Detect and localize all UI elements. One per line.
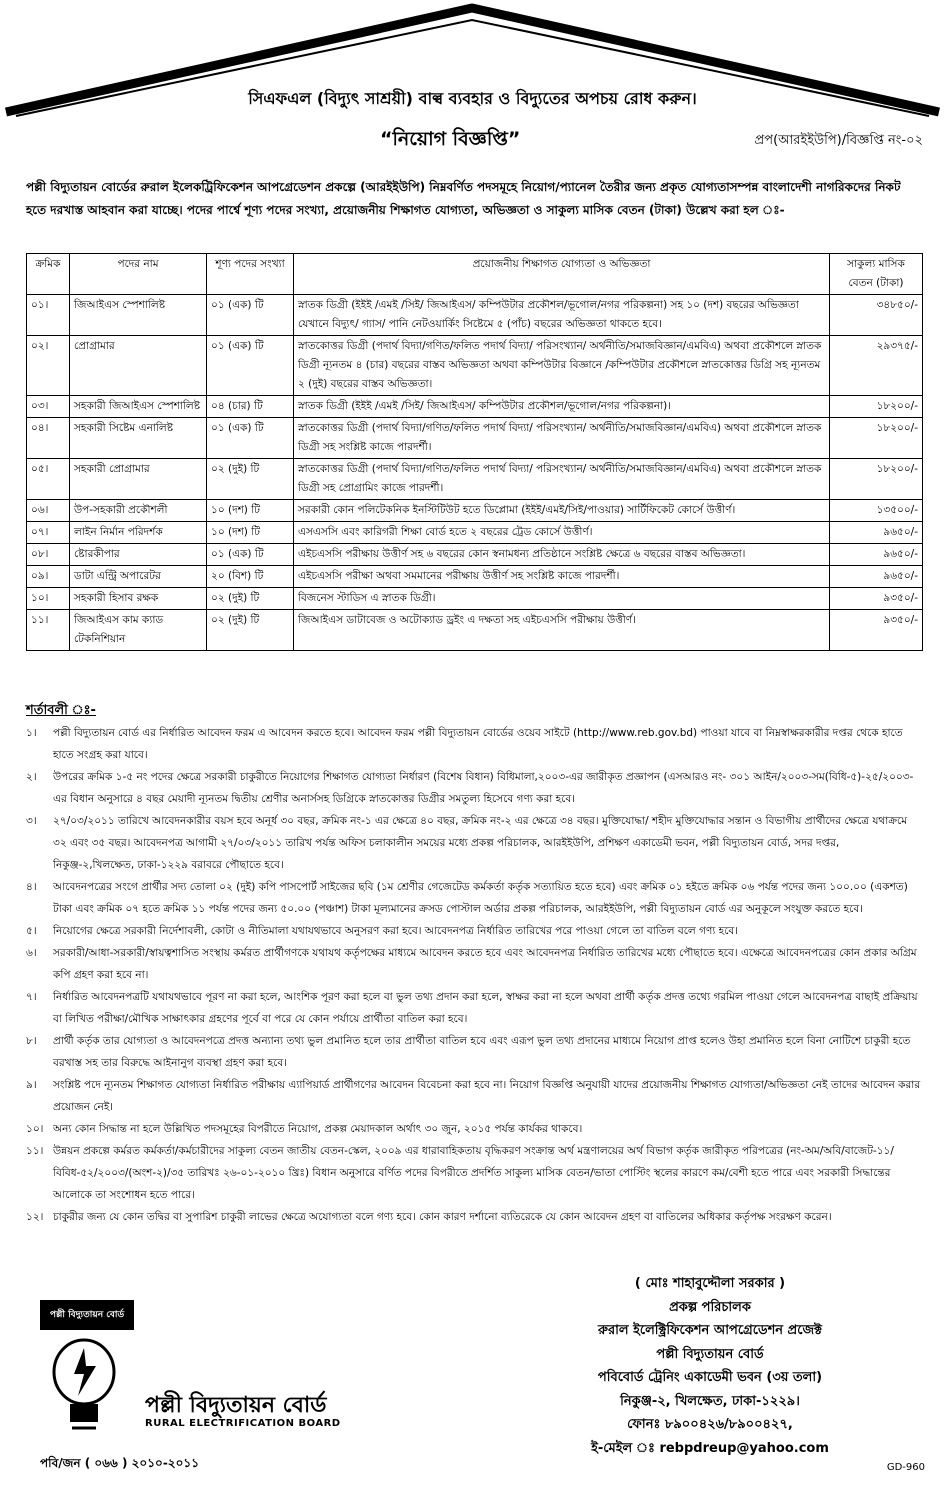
- notice-title: “নিয়োগ বিজ্ঞপ্তি”: [380, 128, 521, 150]
- row-qualification: স্নাতকোত্তর ডিগ্রী (পদার্থ বিদ্যা/গণিত/ফলিত পদার্থ বিদ্যা/ পরিসংখ্যান/ অর্থনীতি/সমাজবিজ্ঞান/এমবিএ) অথবা প্রকৌশলে স্নাতক ডিগ্রী সহ সংশ্লিষ্ট কাজে পারদর্শী।: [294, 418, 830, 459]
- row-serial: ০৬।: [27, 500, 70, 522]
- row-qualification: বিজনেস স্টাডিস এ স্নাতক ডিগ্রী।: [294, 588, 830, 610]
- condition-number: ৪।: [26, 881, 37, 893]
- condition-text: চাকুরীর জন্য যে কোন তদ্বির বা সুপারিশ চাকুরী লাভের ক্ষেত্রে অযোগ্যতা বলে গণ্য হবে। কোন কারণ দর্শানো ব্যতিরেকে যে কোন আবেদন গ্রহণ বা বাতিলের অধিকার কর্তৃপক্ষ সংরক্ষণ করেন।: [53, 1211, 832, 1223]
- table-row: [27, 610, 923, 651]
- row-vacancy: ০১ (এক) টি: [207, 544, 294, 566]
- condition-item: [26, 1074, 923, 1118]
- condition-text: সরকারী/আধা-সরকারী/স্বায়ত্বশাসিত সংস্থায় কর্মরত প্রার্থীগণকে যথাযথ কর্তৃপক্ষের মাধ্যমে আবেদন করতে হবে এবং আবেদনপত্র নির্ধারিত তারিখের মধ্যে পৌছাতে হবে। এক্ষেত্রে আবেদনপত্রের কোন প্রকার অগ্রিম কপি গ্রহণ করা হবে না।: [53, 947, 917, 981]
- row-qualification: এসএসসি এবং কারিগরী শিক্ষা বোর্ড হতে ২ বছরের ট্রেড কোর্সে উত্তীর্ণ।: [294, 522, 830, 544]
- table-row: [27, 522, 923, 544]
- row-vacancy: ০২ (দুই) টি: [207, 459, 294, 500]
- row-serial: ০৫।: [27, 459, 70, 500]
- condition-text: নিয়োগের ক্ষেত্রে সরকারী নির্দেশাবলী, কোটা ও নীতিমালা যথাযথভাবে অনুসরণ করা হবে। আবেদনপত্র নির্ধারিত তারিখের পরে পাওয়া গেলে তা বাতিল বলে গণ্য হবে।: [53, 925, 739, 937]
- row-serial: ০৮।: [27, 544, 70, 566]
- row-qualification: জিআইএস ডাটাবেজ ও অটোক্যাড ড্রইং এ দক্ষতা সহ এইচএসসি পরীক্ষায় উত্তীর্ণ।: [294, 610, 830, 651]
- row-vacancy: ০৪ (চার) টি: [207, 396, 294, 418]
- condition-number: ১২।: [26, 1211, 44, 1223]
- row-post-name: ষ্টোরকীপার: [70, 544, 207, 566]
- vacancy-table: [26, 253, 923, 651]
- row-qualification: এইচএসসি পরীক্ষায় উত্তীর্ণ সহ ৬ বছরের কোন স্বনামধন্য প্রতিষ্ঠানে সংশ্লিষ্ট ক্ষেত্রে ৬ বছরের বাস্তব অভিজ্ঞতা।: [294, 544, 830, 566]
- condition-number: ৩।: [26, 815, 37, 827]
- table-row: [27, 418, 923, 459]
- condition-item: [26, 942, 923, 986]
- condition-item: [26, 722, 923, 766]
- row-qualification: স্নাতকোত্তর ডিগ্রী (পদার্থ বিদ্যা/গণিত/ফলিত পদার্থ বিদ্যা/ পরিসংখ্যান/ অর্থনীতি/সমাজবিজ্ঞান/এমবিএ) অথবা প্রকৌশলে স্নাতক ডিগ্রী সহ প্রোগ্রামিং কাজে পারদর্শী।: [294, 459, 830, 500]
- condition-number: ২।: [26, 771, 37, 783]
- memo-number: পবি/জন ( ০৬৬ ) ২০১০-২০১১: [40, 1456, 199, 1470]
- row-serial: ০১।: [27, 295, 70, 336]
- row-qualification: স্নাতক ডিগ্রী (ইইই /এমই /সিই/ জিআইএস/ কম্পিউটার প্রকৌশল/ভূগোল/নগর পরিকল্পনা) সহ ১০ (দশ) বছরের অভিজ্ঞতা যেখানে বিদ্যুৎ/ গ্যাস/ পানি নেটওয়ার্কিং সিষ্টেমে ৫ (পাঁচ) বছরের অভিজ্ঞতা থাকতে হবে।: [294, 295, 830, 336]
- condition-text: উন্নয়ন প্রকল্পে কর্মরত কর্মকর্তা/কর্মচারীদের সাকুল্য বেতন জাতীয় বেতন-স্কেল, ২০০৯ এর ধারাবাহিকতায় বৃদ্ধিকরণ সংক্রান্ত অর্থ মন্ত্রণালয়ের অর্থ বিভাগ কর্তৃক জারীকৃত পরিপত্রের (নং-অম/অবি/বাজেট-১১/বিবিধ-৫২/২০০৩/(অংশ-২)/৩৫ তারিখঃ ২৬-০১-২০১০ খ্রিঃ) বিধান অনুসারে বর্ণিত পদের বিপরীতে প্রদর্শিত সাকুল্য মাসিক বেতন/ভাতা পোস্টিং স্থলের কারণে কম/বেশী হতে পারে এবং সরকারী সিদ্ধান্তের আলোকে তা সংশোধন হতে পারে।: [53, 1145, 894, 1201]
- condition-item: [26, 1118, 923, 1140]
- condition-number: ৯।: [26, 1079, 37, 1091]
- row-post-name: জিআইএস কাম ক্যাড টেকনিশিয়ান: [70, 610, 207, 651]
- board-logo-bn: পল্লী বিদ্যুতায়ন বোর্ড: [145, 1393, 327, 1418]
- row-salary: ৯৬৫০/-: [830, 522, 923, 544]
- reference-number: প্রপ(আরইইউপি)/বিজ্ঞপ্তি নং-০২: [754, 133, 923, 148]
- row-vacancy: ১০ (দশ) টি: [207, 522, 294, 544]
- condition-item: [26, 766, 923, 810]
- condition-item: [26, 920, 923, 942]
- row-qualification: স্নাতক ডিগ্রী (ইইই /এমই /সিই/ জিআইএস/ কম্পিউটার প্রকৌশল/ভূগোল/নগর পরিকল্পনা)।: [294, 396, 830, 418]
- row-salary: ৯৬৫০/-: [830, 544, 923, 566]
- row-vacancy: ০১ (এক) টি: [207, 336, 294, 396]
- row-vacancy: ০১ (এক) টি: [207, 418, 294, 459]
- condition-item: [26, 810, 923, 876]
- row-qualification: এইচএসসি পরীক্ষা অথবা সমমানের পরীক্ষায় উত্তীর্ণ সহ সংশ্লিষ্ট কাজে পারদর্শী।: [294, 566, 830, 588]
- row-post-name: উপ-সহকারী প্রকৌশলী: [70, 500, 207, 522]
- row-salary: ১৮২০০/-: [830, 396, 923, 418]
- signatory-address: নিকুঞ্জ-২, খিলক্ষেত, ঢাকা-১২২৯।: [620, 1393, 800, 1409]
- row-serial: ১১।: [27, 610, 70, 651]
- condition-item: [26, 1030, 923, 1074]
- condition-number: ১১।: [26, 1145, 44, 1157]
- row-serial: ০৪।: [27, 418, 70, 459]
- condition-text: অন্য কোন সিদ্ধান্ত না হলে উল্লিখিত পদসমূহের বিপরীতে নিয়োগ, প্রকল্প মেয়াদকাল অর্থাৎ ৩০ জুন, ২০১৫ পর্যন্ত কার্যকর থাকবে।: [53, 1123, 583, 1135]
- signatory-designation: প্রকল্প পরিচালক: [669, 1299, 751, 1315]
- table-row: [27, 544, 923, 566]
- row-salary: ৯৬৫০/-: [830, 566, 923, 588]
- condition-number: ১।: [26, 727, 37, 739]
- table-row: [27, 588, 923, 610]
- row-serial: ০৭।: [27, 522, 70, 544]
- row-serial: ১০।: [27, 588, 70, 610]
- row-vacancy: ২০ (বিশ) টি: [207, 566, 294, 588]
- row-qualification: সরকারী কোন পলিটেকনিক ইনস্টিটিউট হতে ডিপ্লোমা (ইইই/এমই/সিই/পাওয়ার) সার্টিফিকেট কোর্সে উত্তীর্ণ।: [294, 500, 830, 522]
- row-salary: ১৩৫০০/-: [830, 500, 923, 522]
- condition-item: [26, 876, 923, 920]
- condition-item: [26, 1140, 923, 1206]
- row-vacancy: ০১ (এক) টি: [207, 295, 294, 336]
- signatory-name: ( মোঃ শাহাবুদ্দৌলা সরকার ): [634, 1276, 786, 1291]
- row-vacancy: ০২ (দুই) টি: [207, 610, 294, 651]
- row-serial: ০৩।: [27, 396, 70, 418]
- signatory-phone: ফোনঃ ৮৯০০৪২৬/৮৯০০৪২৭,: [627, 1417, 793, 1432]
- condition-number: ৭।: [26, 991, 37, 1003]
- condition-number: ৫।: [26, 925, 37, 937]
- row-post-name: সহকারী প্রোগ্রামার: [70, 459, 207, 500]
- col-post-name: পদের নাম: [70, 254, 207, 295]
- row-serial: ০২।: [27, 336, 70, 396]
- row-serial: ০৯।: [27, 566, 70, 588]
- col-qualification: প্রয়োজনীয় শিক্ষাগত যোগ্যতা ও অভিজ্ঞতা: [294, 254, 830, 295]
- col-salary: সাকুল্য মাসিক বেতন (টাকা): [830, 254, 923, 295]
- intro-paragraph: পল্লী বিদ্যুতায়ন বোর্ডের রুরাল ইলেকট্রিফিকেশন আপগ্রেডেশন প্রকল্পে (আরইইউপি) নিম্নবর্ণিত পদসমূহে নিয়োগ/প্যানেল তৈরীর জন্য প্রকৃত যোগ্যতাসম্পন্ন বাংলাদেশী নাগরিকদের নিকট হতে দরখাস্ত আহবান করা যাচ্ছে। পদের পার্শ্বে শূণ্য পদের সংখ্যা, প্রয়োজনীয় শিক্ষাগত যোগ্যতা, অভিজ্ঞতা ও সাকুল্য মাসিক বেতন (টাকা) উল্লেখ করা হল ঃ-: [26, 180, 901, 217]
- condition-text: সংশ্লিষ্ট পদে ন্যূনতম শিক্ষাগত যোগ্যতা নির্ধারিত পরীক্ষায় এ্যাপিয়ার্ড প্রার্থীগণের আবেদন বিবেচনা করা হবে না। নিয়োগ বিজ্ঞপ্তি অনুযায়ী যাদের প্রয়োজনীয় শিক্ষাগত যোগ্যতা/অভিজ্ঞতা নেই তাদের আবেদন করার প্রয়োজন নেই।: [53, 1079, 921, 1113]
- condition-text: ২৭/০৩/২০১১ তারিখে আবেদনকারীর বয়স হবে অনূর্ধ ৩০ বছর, ক্রমিক নং-১ এর ক্ষেত্রে ৪০ বছর, ক্রমিক নং-২ এর ক্ষেত্রে ৩৪ বছর। মুক্তিযোদ্ধা/ শহীদ মুক্তিযোদ্ধার সন্তান ও বিভাগীয় প্রার্থীদের ক্ষেত্রে যথাক্রমে ৩২ এবং ৩৫ বছর। আবেদনপত্র আগামী ২৭/০৩/২০১১ তারিখ পর্যন্ত অফিস চলাকালীন সময়ের মধ্যে প্রকল্প পরিচালক, আরইইউপি, প্রশিক্ষণ একাডেমী ভবন, পল্লী বিদ্যুতায়ন বোর্ড, সদর দপ্তর, নিকুঞ্জ-২,খিলক্ষেত, ঢাকা-১২২৯ বরাবরে পৌছাতে হবে।: [53, 815, 908, 871]
- table-row: [27, 459, 923, 500]
- row-salary: ১৮২০০/-: [830, 459, 923, 500]
- signatory-email: ই-মেইল ঃ rebpdreup@yahoo.com: [591, 1440, 829, 1456]
- condition-text: নির্ধারিত আবেদনপত্রটি যথাযথভাবে পূরণ না করা হলে, আংশিক পূরণ করা হলে বা ভুল তথ্য প্রদান করা হলে, স্বাক্ষর করা না হলে অথবা প্রার্থী কর্তৃক প্রদত্ত তথ্যে গরমিল পাওয়া গেলে আবেদনপত্র বাছাই প্রক্রিয়ায় বা লিখিত পরীক্ষা/মৌখিক সাক্ষাৎকার গ্রহণের পূর্বে বা পরে যে কোন পর্যায়ে প্রার্থীতা বাতিল করা হবে।: [53, 991, 918, 1025]
- signature-block: [555, 1272, 865, 1460]
- condition-text: আবেদনপত্রের সংগে প্রার্থীর সদ্য তোলা ০২ (দুই) কপি পাসপোর্ট সাইজের ছবি (১ম শ্রেণীর গেজেটেড কর্মকর্তা কর্তৃক সত্যায়িত হতে হবে) এবং ক্রমিক ০১ হইতে ক্রমিক ০৬ পর্যন্ত পদের জন্য ১০০.০০ (একশত) টাকা এবং ক্রমিক ০৭ হতে ক্রমিক ১১ পর্যন্ত পদের জন্য ৫০.০০ (পঞ্চাশ) টাকা মূল্যমানের ক্রসড পোস্টাল অর্ডার প্রকল্প পরিচালক, আরইইউপি, পল্লী বিদ্যুতায়ন বোর্ড এর অনুকূলে সংযুক্ত করতে হবে।: [53, 881, 908, 915]
- signatory-building: পবিবোর্ড ট্রেনিং একাডেমী ভবন (৩য় তলা): [597, 1370, 823, 1385]
- row-qualification: স্নাতকোত্তর ডিগ্রী (পদার্থ বিদ্যা/গণিত/ফলিত পদার্থ বিদ্যা/ পরিসংখ্যান/ অর্থনীতি/সমাজবিজ্ঞান/এমবিএ) অথবা প্রকৌশলে স্নাতক ডিগ্রী ন্যূনতম ৪ (চার) বছরের বাস্তব অভিজ্ঞতা অথবা কম্পিউটার বিজ্ঞানে /কম্পিউটার প্রকৌশলে স্নাতকোত্তর ডিগ্রি সহ ন্যূনতম ২ (দুই) বছরের বাস্তব অভিজ্ঞতা।: [294, 336, 830, 396]
- row-salary: ৩৪৮৫০/-: [830, 295, 923, 336]
- header-slogan: সিএফএল (বিদ্যুৎ সাশ্রয়ী) বাল্ব ব্যবহার ও বিদ্যুতের অপচয় রোধ করুন।: [248, 89, 697, 108]
- row-post-name: লাইন নির্মান পরিদর্শক: [70, 522, 207, 544]
- bulb-logo-icon: [44, 1334, 124, 1434]
- conditions-title: শর্তাবলী ঃ-: [26, 703, 96, 718]
- board-logo-en: RURAL ELECTRIFICATION BOARD: [145, 1418, 341, 1429]
- signatory-board: পল্লী বিদ্যুতায়ন বোর্ড: [656, 1346, 764, 1362]
- condition-number: ৬।: [26, 947, 37, 959]
- condition-text: পল্লী বিদ্যুতায়ন বোর্ড এর নির্ধারিত আবেদন ফরম এ আবেদন করতে হবে। আবেদন ফরম পল্লী বিদ্যুতায়ন বোর্ডের ওয়েব সাইটে (http://www.reb.gov.bd) পাওয়া যাবে বা নিম্নস্বাক্ষরকারীর দপ্তর থেকে হাতে হাতে সংগ্রহ করা যাবে।: [53, 727, 903, 761]
- row-vacancy: ১০ (দশ) টি: [207, 500, 294, 522]
- gd-code: GD-960: [886, 1462, 925, 1473]
- table-row: [27, 566, 923, 588]
- signatory-project: রুরাল ইলেক্ট্রিফিকেশন আপগ্রেডেশন প্রজেক্ট: [598, 1323, 822, 1338]
- row-salary: ২৯৩৭৫/-: [830, 336, 923, 396]
- condition-number: ৮।: [26, 1035, 37, 1047]
- row-post-name: জিআইএস স্পেশালিষ্ট: [70, 295, 207, 336]
- condition-item: [26, 986, 923, 1030]
- row-post-name: ডাটা এন্ট্রি অপারেটর: [70, 566, 207, 588]
- board-logo-box: পল্লী বিদ্যুতায়ন বোর্ড: [40, 1300, 134, 1330]
- table-row: [27, 500, 923, 522]
- row-vacancy: ০২ (দুই) টি: [207, 588, 294, 610]
- condition-text: প্রার্থী কর্তৃক তার যোগ্যতা ও আবেদনপত্রে প্রদত্ত অন্যান্য তথ্য ভুল প্রমানিত হলে তার প্রার্থীতা বাতিল হবে এবং এরূপ ভুল তথ্য প্রদানের মাধ্যমে নিয়োগ প্রাপ্ত হলেও উহা প্রমানিত হলে বিনা নোটিশে চাকুরী হতে বরখাস্ত সহ তার বিরুদ্ধে আইনানুগ ব্যবস্থা গ্রহণ করা হবে।: [53, 1035, 911, 1069]
- table-row: [27, 295, 923, 336]
- condition-text: উপরের ক্রমিক ১-৫ নং পদের ক্ষেত্রে সরকারী চাকুরীতে নিয়োগের শিক্ষাগত যোগ্যতা নির্ধারণ (বিশেষ বিধান) বিধিমালা,২০০৩-এর জারীকৃত প্রজ্ঞাপন (এসআরও নং- ৩০১ আইন/২০০৩-সম(বিধি-৫)-২৫/২০০৩-এর বিধান অনুসারে ৪ বছর মেয়াদী ন্যূনতম দ্বিতীয় শ্রেণীর অনার্সসহ ডিগ্রিকে স্নাতকোত্তর ডিগ্রীর সমতুল্য হিসেবে গণ্য করা হবে।: [53, 771, 914, 805]
- row-post-name: প্রোগ্রামার: [70, 336, 207, 396]
- condition-number: ১০।: [26, 1123, 44, 1135]
- row-salary: ৯৩৫০/-: [830, 610, 923, 651]
- table-row: [27, 336, 923, 396]
- row-salary: ৯৩৫০/-: [830, 588, 923, 610]
- col-vacancy: শূণ্য পদের সংখ্যা: [207, 254, 294, 295]
- row-salary: ১৮২০০/-: [830, 418, 923, 459]
- col-serial: ক্রমিক: [27, 254, 70, 295]
- row-post-name: সহকারী সিষ্টেম এনালিষ্ট: [70, 418, 207, 459]
- row-post-name: সহকারী হিসাব রক্ষক: [70, 588, 207, 610]
- table-row: [27, 396, 923, 418]
- conditions-list: [26, 722, 923, 1228]
- row-post-name: সহকারী জিআইএস স্পেশালিষ্ট: [70, 396, 207, 418]
- condition-item: [26, 1206, 923, 1228]
